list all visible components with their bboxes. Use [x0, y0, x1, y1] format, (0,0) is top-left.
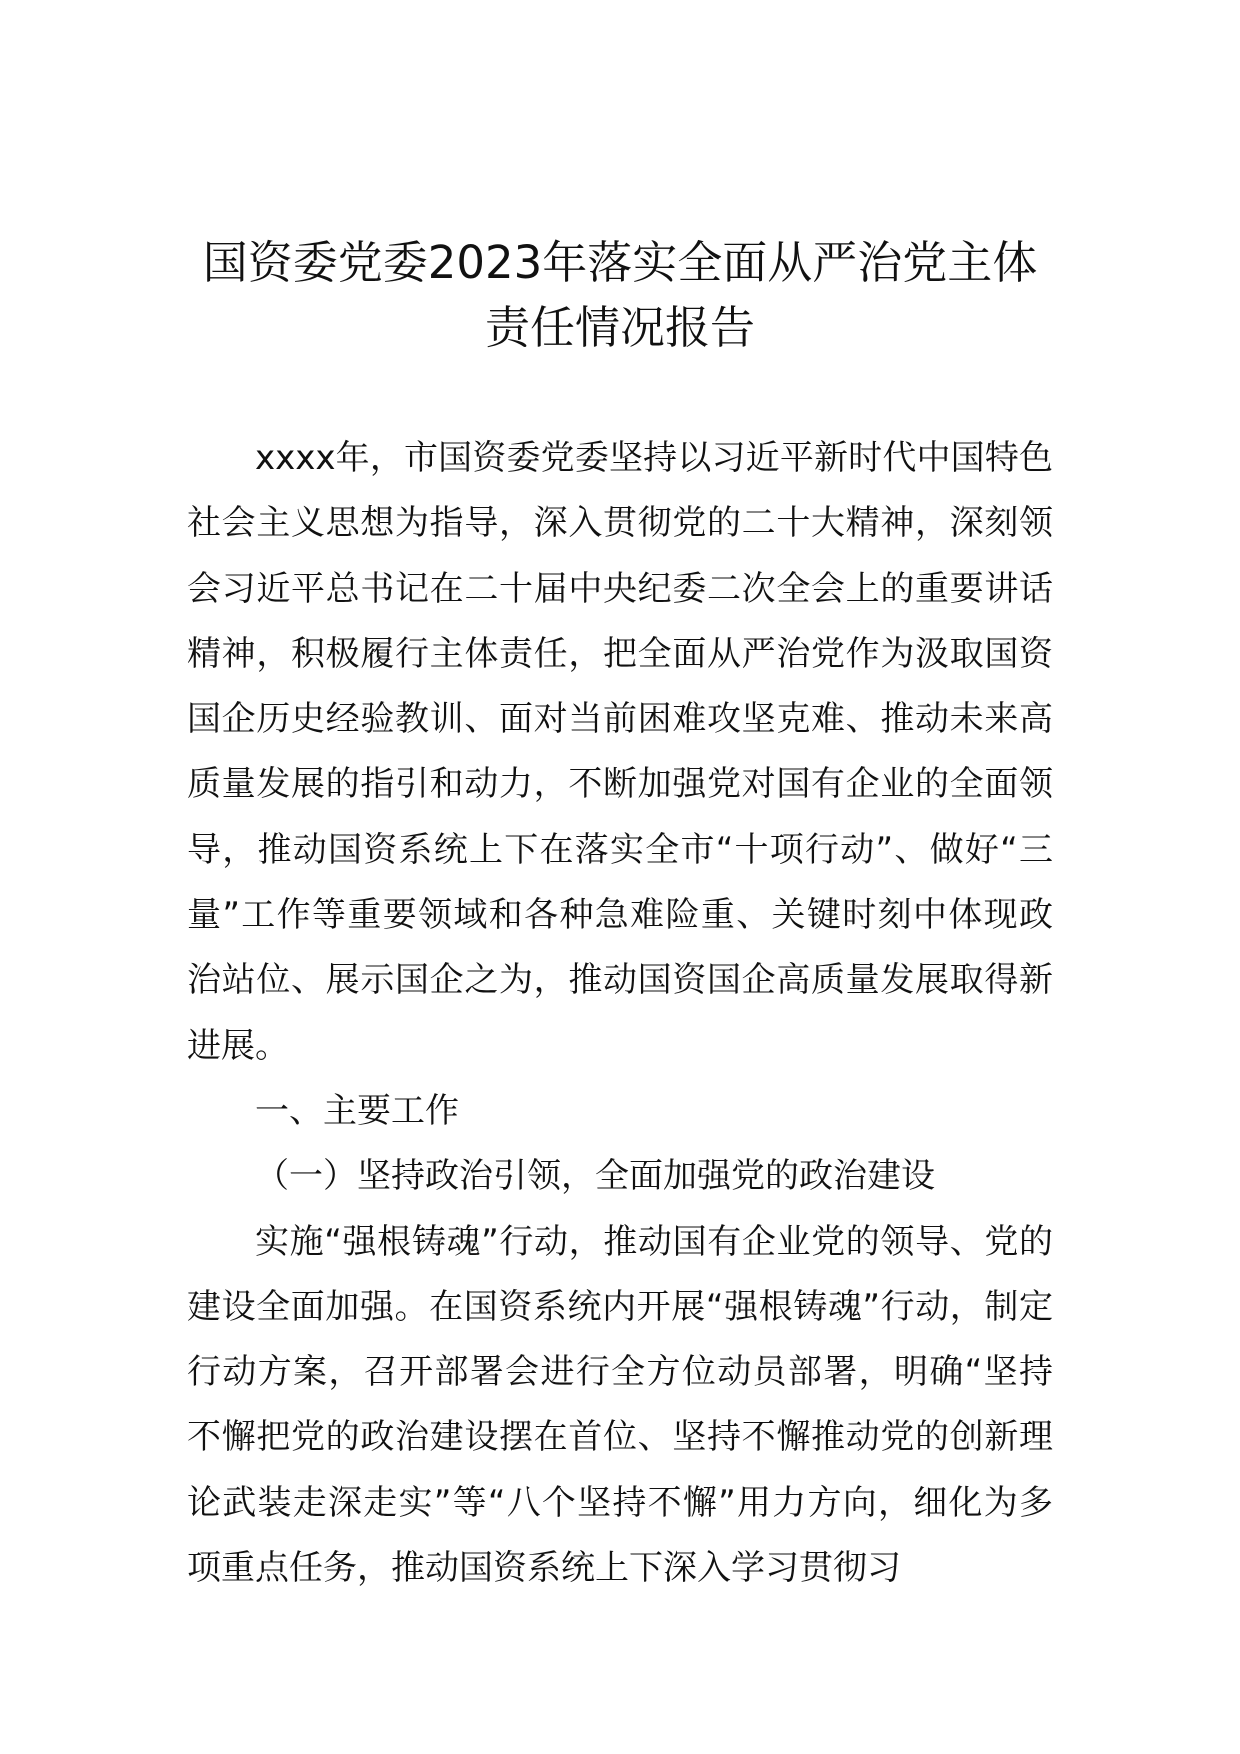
intro-paragraph: xxxx年，市国资委党委坚持以习近平新时代中国特色社会主义思想为指导，深入贯彻党的二十大精神，深刻领会习近平总书记在二十届中央纪委二次全会上的重要讲话精神，积极履行主体责任，把全面从严治党作为汲取国资国企历史经验教训、面对当前困难攻坚克难、推动未来高质量发展的指引和动力，不断加强党对国有企业的全面领导，推动国资系统上下在落实全市“十项行动”、做好“三量”工作等重要领域和各种急难险重、关键时刻中体现政治站位、展示国企之为，推动国资国企高质量发展取得新进展。	[187, 438, 1053, 1066]
section-paragraph: 实施“强根铸魂”行动，推动国有企业党的领导、党的建设全面加强。在国资系统内开展“强根铸魂”行动，制定行动方案，召开部署会进行全方位动员部署，明确“坚持不懈把党的政治建设摆在首位、坚持不懈推动党的创新理论武装走深走实”等“八个坚持不懈”用力方向，细化为多项重点任务，推动国资系统上下深入学习贯彻习	[187, 1221, 1053, 1589]
document-body	[187, 426, 1053, 1601]
title-line-1: 国资委党委2023年落实全面从严治党主体	[202, 236, 1038, 289]
section-heading: 一、主要工作	[255, 1090, 459, 1131]
title-line-2: 责任情况报告	[484, 301, 755, 354]
subsection-heading: （一）坚持政治引领，全面加强党的政治建设	[255, 1156, 935, 1197]
document-title	[160, 230, 1080, 360]
